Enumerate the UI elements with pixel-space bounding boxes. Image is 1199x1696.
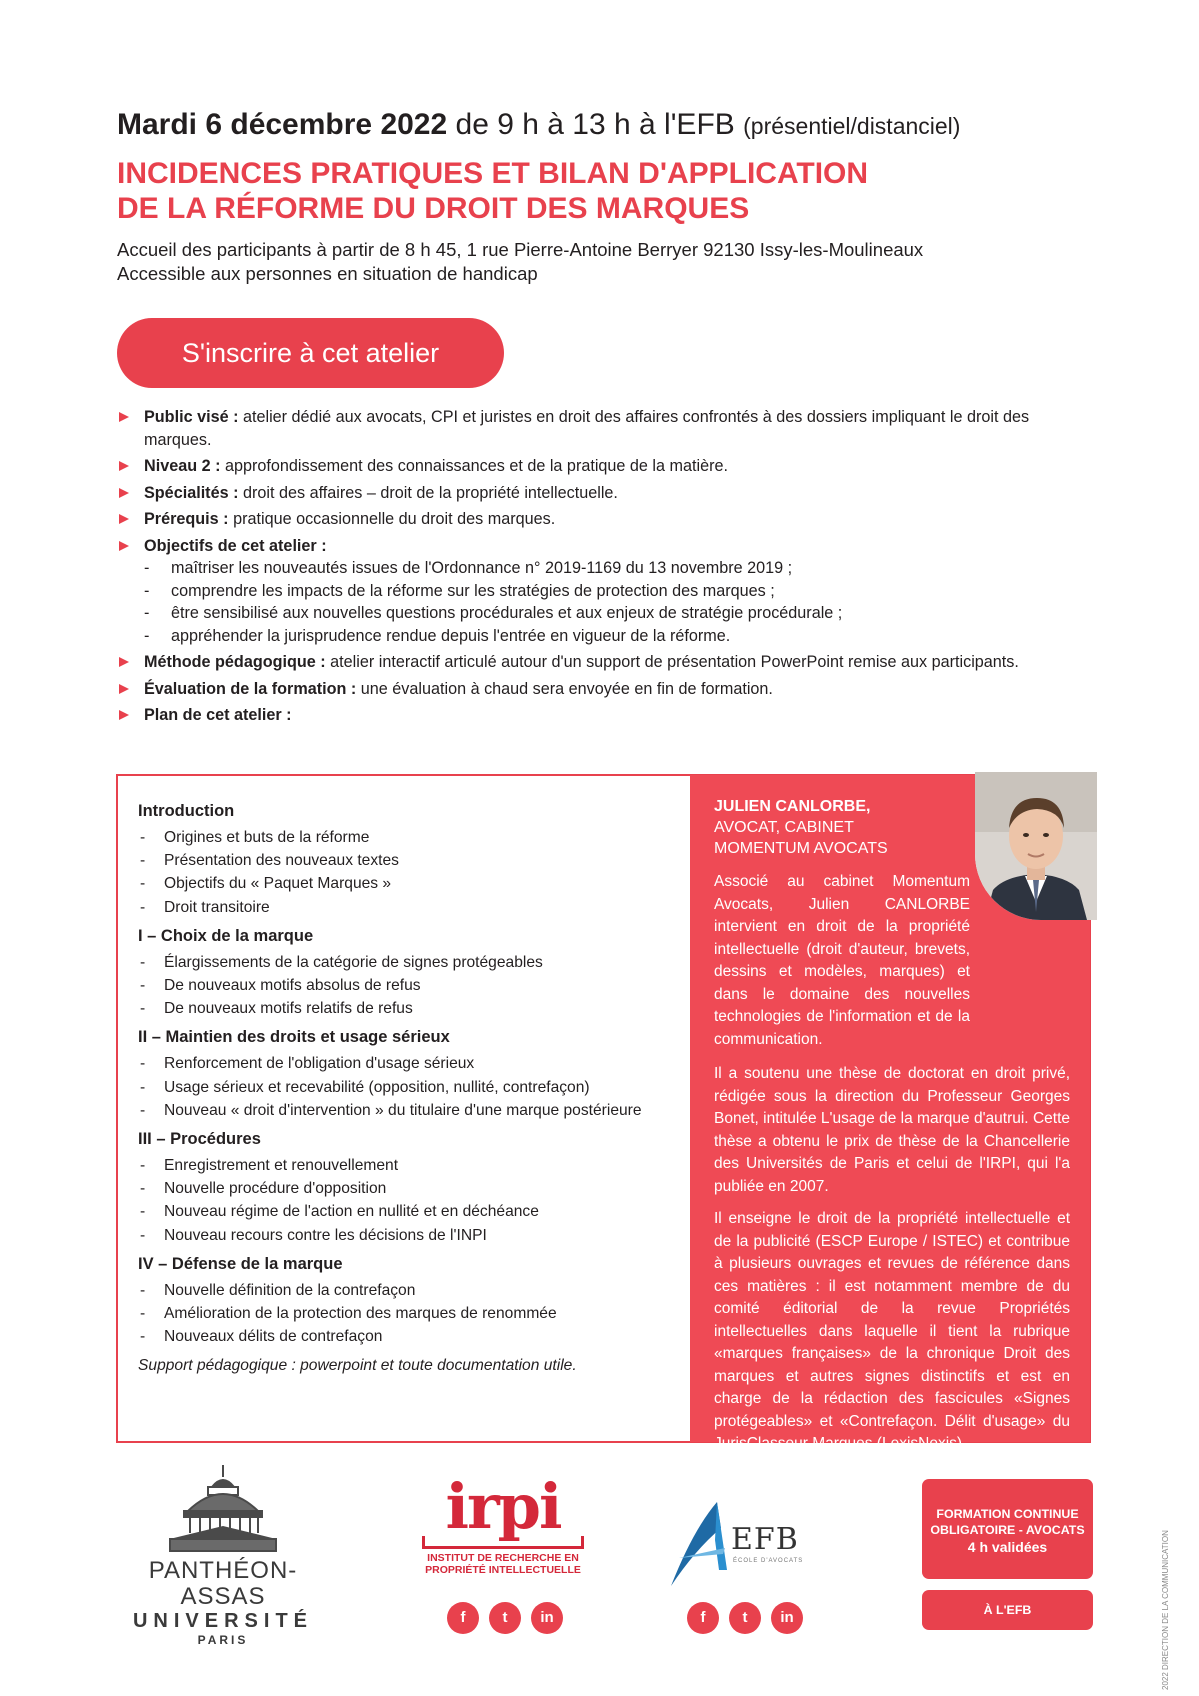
- bullet-methode: [117, 651, 1072, 674]
- pantheon-dome-icon: [108, 1463, 338, 1553]
- bullet-label: Évaluation de la formation :: [144, 679, 357, 698]
- credit-vertical: [1161, 1520, 1173, 1690]
- venue-info: [117, 238, 923, 286]
- efb-wordmark: EFB: [731, 1522, 799, 1557]
- efb-social: [680, 1602, 810, 1634]
- fc-line-1: FORMATION CONTINUE: [936, 1507, 1079, 1521]
- bullet-objectifs: [117, 535, 1072, 648]
- register-button[interactable]: S'inscrire à cet atelier: [117, 318, 504, 388]
- bio-paragraph-1: Associé au cabinet Momentum Avocats, Julien CANLORBE intervient en droit de la propriété intellectuelle (droit d'auteur, brevets, dessins et modèles, marques) et dans le domaine des nouvelles technologies de l'information et de la communication.: [714, 873, 970, 1048]
- list-item: - Présentation des nouveaux textes: [138, 849, 668, 872]
- fc-line-2: OBLIGATOIRE - AVOCATS: [930, 1523, 1085, 1537]
- event-date: [117, 108, 960, 142]
- bullet-label: Objectifs de cet atelier :: [144, 536, 327, 555]
- list-item: - maîtriser les nouveautés issues de l'Ordonnance n° 2019-1169 du 13 novembre 2019 ;: [117, 557, 1072, 580]
- assas-logo: [108, 1463, 338, 1647]
- speaker-role-line-1: AVOCAT, CABINET: [714, 819, 854, 836]
- list-item: - De nouveaux motifs absolus de refus: [138, 974, 668, 997]
- bullet-prerequis: [117, 508, 1072, 531]
- bullet-label: Niveau 2 :: [144, 457, 221, 475]
- list-item: - Élargissements de la catégorie de signes protégeables: [138, 951, 668, 974]
- section-title: Introduction: [138, 802, 235, 820]
- section-title: II – Maintien des droits et usage sérieux: [138, 1028, 450, 1047]
- list-item: - appréhender la jurisprudence rendue depuis l'entrée en vigueur de la réforme.: [117, 625, 1072, 648]
- section-list: [138, 826, 668, 919]
- fc-line-3: 4 h validées: [967, 1539, 1048, 1555]
- list-item: - Objectifs du « Paquet Marques »: [138, 872, 668, 895]
- list-item: - être sensibilisé aux nouvelles questions procédurales et aux enjeux de stratégie procédurale ;: [117, 602, 1072, 625]
- support-note: Support pédagogique : powerpoint et toute documentation utile.: [138, 1357, 577, 1375]
- venue-line-2: Accessible aux personnes en situation de handicap: [117, 263, 538, 284]
- twitter-icon[interactable]: t: [729, 1602, 761, 1634]
- bullet-public: [117, 406, 1072, 451]
- time-place: de 9 h à 13 h à l'EFB: [455, 108, 735, 141]
- at-efb-label: À L'EFB: [983, 1603, 1032, 1617]
- section-title: III – Procédures: [138, 1130, 261, 1149]
- list-item: - Nouveau « droit d'intervention » du titulaire d'une marque postérieure: [138, 1099, 668, 1122]
- linkedin-icon[interactable]: in: [531, 1602, 563, 1634]
- page-title: [117, 156, 868, 226]
- assas-line-1: PANTHÉON-ASSAS: [148, 1557, 298, 1610]
- list-item: - Nouvelle définition de la contrefaçon: [138, 1279, 668, 1302]
- bullet-text: atelier dédié aux avocats, CPI et juristes en droit des affaires confrontés à des dossiers impliquant le droit des marques.: [144, 408, 1030, 449]
- bullet-label: Plan de cet atelier :: [144, 706, 292, 724]
- bio-paragraph-3: Il enseigne le droit de la propriété intellectuelle et de la publicité (ESCP Europe / ISTEC) et contribue à plusieurs ouvrages et revues de référence dans ces matières : il est notamment membre de du comité éditorial de la revue Propriétés intellectuelles dans laquelle il tient la rubrique «marques françaises» de la chronique Droit des marques et autres signes distinctifs et est en charge de la rédaction des fascicules «Signes protégeables» et «Contrefaçon. Délit d'usage» du JurisClasseur Marques (LexisNexis).: [714, 1210, 1070, 1452]
- date-bold: Mardi 6 décembre 2022: [117, 108, 448, 141]
- bullet-label: Prérequis :: [144, 510, 229, 528]
- list-item: - Nouvelle procédure d'opposition: [138, 1177, 668, 1200]
- bullet-plan: [117, 704, 1072, 727]
- objectifs-list: [117, 557, 1072, 647]
- bullet-text: pratique occasionnelle du droit des marques.: [233, 510, 556, 528]
- list-item: - Amélioration de la protection des marques de renommée: [138, 1302, 668, 1325]
- irpi-line-1: INSTITUT DE RECHERCHE EN: [427, 1552, 579, 1564]
- bullet-specialites: [117, 482, 1072, 505]
- bullet-arrow-icon: [119, 461, 129, 471]
- bullet-niveau: [117, 455, 1072, 478]
- section-list: [138, 1279, 668, 1349]
- list-item: - De nouveaux motifs relatifs de refus: [138, 997, 668, 1020]
- bullet-label: Méthode pédagogique :: [144, 653, 326, 671]
- bullet-arrow-icon: [119, 488, 129, 498]
- list-item: - Nouveaux délits de contrefaçon: [138, 1325, 668, 1348]
- facebook-icon[interactable]: f: [687, 1602, 719, 1634]
- list-item: - Nouveau recours contre les décisions de l'INPI: [138, 1224, 668, 1247]
- list-item: - Renforcement de l'obligation d'usage sérieux: [138, 1052, 668, 1075]
- efb-logo: [665, 1500, 825, 1590]
- bullet-evaluation: [117, 678, 1072, 701]
- speaker-bio: [714, 796, 1070, 1466]
- section-list: [138, 1154, 668, 1247]
- facebook-icon[interactable]: f: [447, 1602, 479, 1634]
- bullet-arrow-icon: [119, 684, 129, 694]
- efb-subtitle: ÉCOLE D'AVOCATS: [733, 1558, 804, 1564]
- bullet-arrow-icon: [119, 412, 129, 422]
- list-item: - Droit transitoire: [138, 896, 668, 919]
- irpi-social: [440, 1602, 570, 1634]
- list-item: - Usage sérieux et recevabilité (opposition, nullité, contrefaçon): [138, 1076, 668, 1099]
- event-mode: (présentiel/distanciel): [743, 113, 961, 139]
- assas-line-2: UNIVERSITÉ: [132, 1610, 314, 1632]
- bullet-text: droit des affaires – droit de la propriété intellectuelle.: [242, 483, 618, 502]
- info-bullets: [117, 406, 1072, 731]
- irpi-line-2: PROPRIÉTÉ INTELLECTUELLE: [425, 1564, 581, 1576]
- linkedin-icon[interactable]: in: [771, 1602, 803, 1634]
- speaker-role: [714, 817, 1070, 859]
- bio-paragraph-2: Il a soutenu une thèse de doctorat en droit privé, rédigée sous la direction du Professeur Georges Bonet, intitulée L'usage de la marque d'autrui. Cette thèse a obtenu le prix de thèse de la Chancellerie des Universités de Paris et celui de l'IRPI, qui l'a publiée en 2007.: [714, 1065, 1070, 1195]
- bullet-label: Public visé :: [144, 408, 239, 426]
- bullet-label: Spécialités :: [144, 483, 239, 502]
- twitter-icon[interactable]: t: [489, 1602, 521, 1634]
- at-efb-button[interactable]: [922, 1590, 1093, 1630]
- title-line-2: DE LA RÉFORME DU DROIT DES MARQUES: [117, 192, 750, 225]
- section-title: IV – Défense de la marque: [138, 1254, 343, 1273]
- title-line-1: INCIDENCES PRATIQUES ET BILAN D'APPLICATION: [117, 157, 869, 190]
- speaker-role-line-2: MOMENTUM AVOCATS: [714, 840, 888, 857]
- irpi-wordmark: irpi: [445, 1470, 561, 1543]
- bullet-text: une évaluation à chaud sera envoyée en fin de formation.: [360, 679, 773, 698]
- efb-a-icon: [665, 1500, 735, 1590]
- irpi-logo: [418, 1470, 588, 1576]
- bullet-text: approfondissement des connaissances et de la pratique de la matière.: [224, 457, 729, 475]
- bullet-arrow-icon: [119, 657, 129, 667]
- credit-text: 2022 DIRECTION DE LA COMMUNICATION: [1161, 1530, 1170, 1690]
- section-list: [138, 1052, 668, 1122]
- venue-line-1: Accueil des participants à partir de 8 h 45, 1 rue Pierre-Antoine Berryer 92130 Issy-les-Moulineaux: [117, 239, 924, 260]
- section-title: I – Choix de la marque: [138, 926, 314, 945]
- speaker-name: JULIEN CANLORBE,: [714, 798, 871, 815]
- bullet-arrow-icon: [119, 514, 129, 524]
- formation-continue-badge: [922, 1479, 1093, 1579]
- assas-line-3: PARIS: [197, 1633, 249, 1647]
- list-item: - Enregistrement et renouvellement: [138, 1154, 668, 1177]
- bullet-text: atelier interactif articulé autour d'un support de présentation PowerPoint remise aux participants.: [330, 653, 1019, 671]
- list-item: - comprendre les impacts de la réforme sur les stratégies de protection des marques ;: [117, 580, 1072, 603]
- programme: [138, 794, 668, 1378]
- section-list: [138, 951, 668, 1021]
- list-item: - Nouveau régime de l'action en nullité et en déchéance: [138, 1200, 668, 1223]
- bullet-arrow-icon: [119, 710, 129, 720]
- bullet-arrow-icon: [119, 541, 129, 551]
- list-item: - Origines et buts de la réforme: [138, 826, 668, 849]
